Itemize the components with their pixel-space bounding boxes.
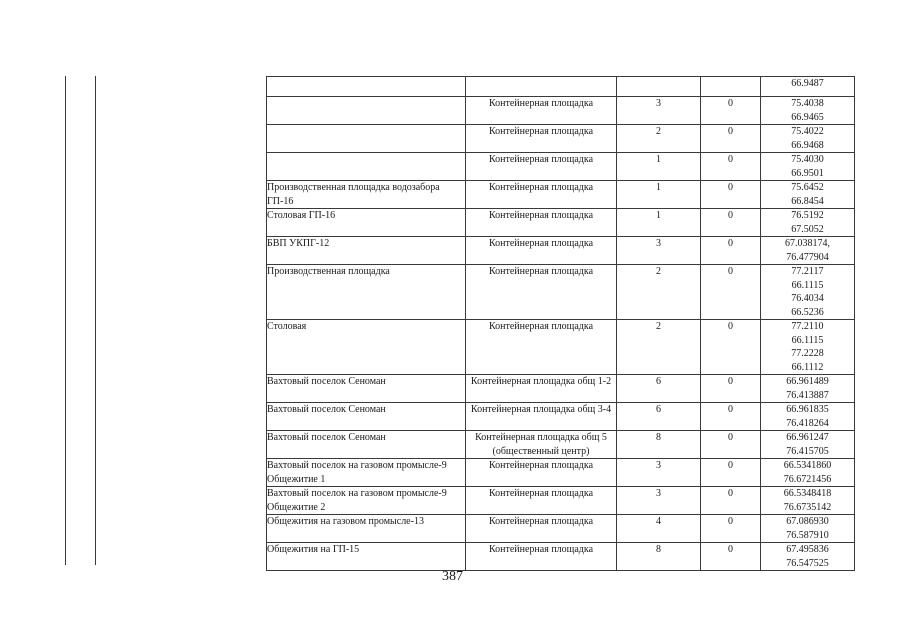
coordinate-value: 66.5348418: [783, 488, 832, 499]
site-name-cell: БВП УКПГ-12: [267, 237, 466, 265]
container-type-cell: Контейнерная площадка: [466, 265, 617, 320]
site-name-cell: Общежития на газовом промысле-13: [267, 515, 466, 543]
volume-cell: 0: [701, 375, 761, 403]
container-type-cell: Контейнерная площадка: [466, 181, 617, 209]
coordinate-value: 66.5236: [791, 306, 824, 318]
coordinate-value: 76.6735142: [783, 501, 832, 513]
coordinate-value: 76.413887: [786, 389, 829, 401]
table-row: [267, 515, 855, 543]
coordinate-value: 67.086930: [786, 516, 829, 527]
container-type-cell: Контейнерная площадка: [466, 153, 617, 181]
coordinate-value: 75.4038: [791, 98, 824, 109]
site-name-cell: Столовая: [267, 320, 466, 375]
coordinate-value: 77.2117: [791, 266, 824, 277]
coordinate-value: 77.2110: [791, 321, 824, 332]
coordinate-value: 66.961835: [786, 404, 829, 415]
table-row: [267, 153, 855, 181]
table-row: [267, 97, 855, 125]
container-type-cell: Контейнерная площадка: [466, 543, 617, 571]
volume-cell: 0: [701, 403, 761, 431]
volume-cell: 0: [701, 237, 761, 265]
coordinate-value: 67.495836: [786, 544, 829, 555]
coordinate-value: 66.1112: [791, 361, 824, 373]
coordinate-value: 75.4022: [791, 126, 824, 137]
table-row: [267, 431, 855, 459]
site-name-cell: Общежития на ГП-15: [267, 543, 466, 571]
container-type-cell: Контейнерная площадка общ 3-4: [466, 403, 617, 431]
container-type-cell: Контейнерная площадка: [466, 97, 617, 125]
container-type-cell: Контейнерная площадка: [466, 237, 617, 265]
volume-cell: 0: [701, 153, 761, 181]
coordinates-cell: [761, 125, 855, 153]
coordinate-value: 75.6452: [791, 182, 824, 193]
coordinate-value: 67.038174,: [785, 238, 830, 249]
container-type-cell: Контейнерная площадка общ 1-2: [466, 375, 617, 403]
page-number: 387: [442, 569, 463, 584]
coordinates-cell: [761, 487, 855, 515]
container-count-cell: 1: [617, 181, 701, 209]
container-count-cell: 6: [617, 403, 701, 431]
coordinates-cell: [761, 515, 855, 543]
coordinate-value: 67.5052: [791, 223, 824, 235]
coordinate-value: 66.1115: [791, 279, 824, 291]
site-name-cell: Вахтовый поселок на газовом промысле-9 Общежитие 2: [267, 487, 466, 515]
volume-cell: 0: [701, 125, 761, 153]
coordinate-value: 76.477904: [786, 251, 829, 263]
table-row: [267, 459, 855, 487]
coordinates-cell: [761, 320, 855, 375]
container-count-cell: 3: [617, 487, 701, 515]
coordinate-value: 66.961489: [786, 376, 829, 387]
table-row: [267, 543, 855, 571]
coordinate-value: 77.2228: [791, 348, 824, 359]
coordinate-value: 66.9468: [791, 139, 824, 151]
volume-cell: 0: [701, 320, 761, 375]
coordinate-value: 66.1115: [791, 334, 824, 346]
container-type-cell: Контейнерная площадка: [466, 320, 617, 375]
site-name-cell: Производственная площадка: [267, 265, 466, 320]
site-name-cell: Вахтовый поселок на газовом промысле-9 Общежитие 1: [267, 459, 466, 487]
coordinates-cell: [761, 543, 855, 571]
coordinate-value: 76.415705: [786, 445, 829, 457]
container-type-cell: Контейнерная площадка: [466, 209, 617, 237]
coordinates-cell: [761, 97, 855, 125]
volume-cell: 0: [701, 209, 761, 237]
volume-cell: 0: [701, 97, 761, 125]
container-type-cell: Контейнерная площадка: [466, 515, 617, 543]
coordinate-value: 76.587910: [786, 529, 829, 541]
volume-cell: 0: [701, 181, 761, 209]
volume-cell: [701, 77, 761, 97]
container-type-cell: Контейнерная площадка: [466, 125, 617, 153]
table-row: [267, 487, 855, 515]
volume-cell: 0: [701, 487, 761, 515]
table-border-line: [65, 76, 66, 565]
volume-cell: 0: [701, 265, 761, 320]
coordinates-cell: [761, 375, 855, 403]
volume-cell: 0: [701, 515, 761, 543]
container-count-cell: 3: [617, 97, 701, 125]
coordinates-cell: [761, 459, 855, 487]
coordinates-cell: [761, 265, 855, 320]
container-type-cell: Контейнерная площадка: [466, 459, 617, 487]
table-border-line: [95, 76, 96, 565]
table-row: [267, 125, 855, 153]
container-count-cell: 1: [617, 209, 701, 237]
coordinate-value: 76.547525: [786, 557, 829, 569]
container-count-cell: 4: [617, 515, 701, 543]
table-row: [267, 237, 855, 265]
container-count-cell: 8: [617, 543, 701, 571]
container-count-cell: 2: [617, 320, 701, 375]
site-name-cell: [267, 77, 466, 97]
coordinates-cell: [761, 431, 855, 459]
container-count-cell: 1: [617, 153, 701, 181]
volume-cell: 0: [701, 543, 761, 571]
coordinate-value: 66.9465: [791, 111, 824, 123]
site-name-cell: Вахтовый поселок Сеноман: [267, 375, 466, 403]
coordinates-cell: [761, 181, 855, 209]
coordinate-value: 66.5341860: [783, 460, 832, 471]
coordinates-cell: [761, 153, 855, 181]
coordinates-cell: [761, 77, 855, 97]
table-body: [267, 77, 855, 571]
coordinate-value: 66.9501: [791, 167, 824, 179]
site-name-cell: Производственная площадка водозабора ГП-16: [267, 181, 466, 209]
coordinates-cell: [761, 403, 855, 431]
coordinate-value: 76.4034: [791, 293, 824, 304]
site-name-cell: Вахтовый поселок Сеноман: [267, 431, 466, 459]
coordinate-value: 75.4030: [791, 154, 824, 165]
site-name-cell: Вахтовый поселок Сеноман: [267, 403, 466, 431]
coordinates-cell: [761, 209, 855, 237]
volume-cell: 0: [701, 431, 761, 459]
container-count-cell: 2: [617, 265, 701, 320]
coordinate-value: 66.9487: [791, 78, 824, 89]
coordinate-value: 66.961247: [786, 432, 829, 443]
table-row: [267, 265, 855, 320]
container-count-cell: 2: [617, 125, 701, 153]
container-sites-table: [266, 76, 855, 571]
table-row: [267, 181, 855, 209]
table-row: [267, 209, 855, 237]
container-type-cell: Контейнерная площадка: [466, 487, 617, 515]
coordinate-value: 66.8454: [791, 195, 824, 207]
site-name-cell: [267, 153, 466, 181]
container-type-cell: Контейнерная площадка общ 5 (общественный центр): [466, 431, 617, 459]
table-row: [267, 77, 855, 97]
coordinate-value: 76.6721456: [783, 473, 832, 485]
site-name-cell: Столовая ГП-16: [267, 209, 466, 237]
container-type-cell: [466, 77, 617, 97]
coordinates-cell: [761, 237, 855, 265]
site-name-cell: [267, 125, 466, 153]
table-row: [267, 320, 855, 375]
container-count-cell: 3: [617, 237, 701, 265]
container-count-cell: 8: [617, 431, 701, 459]
container-count-cell: 6: [617, 375, 701, 403]
table-row: [267, 375, 855, 403]
coordinate-value: 76.418264: [786, 417, 829, 429]
container-count-cell: 3: [617, 459, 701, 487]
volume-cell: 0: [701, 459, 761, 487]
container-count-cell: [617, 77, 701, 97]
site-name-cell: [267, 97, 466, 125]
table-row: [267, 403, 855, 431]
coordinate-value: 76.5192: [791, 210, 824, 221]
